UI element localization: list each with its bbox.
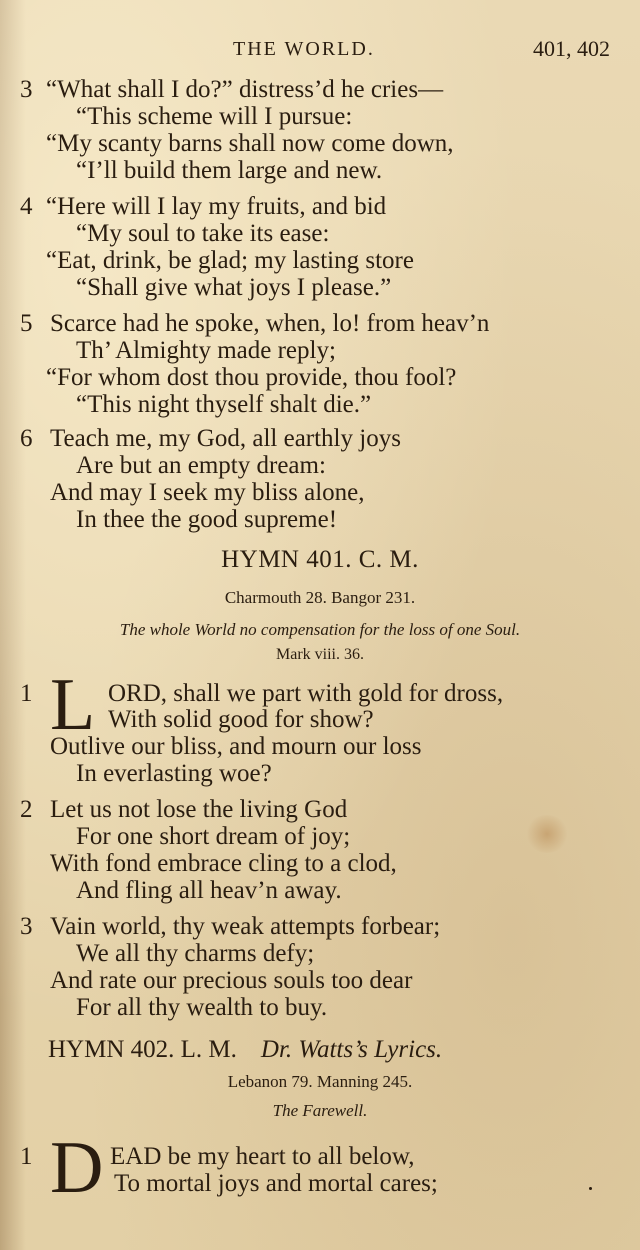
verse-line: “I’ll build them large and new. [76,157,383,184]
verse-line: “My scanty barns shall now come down, [46,130,454,157]
stanza-number: 3 [20,913,33,940]
verse-line: “Shall give what joys I please.” [76,274,392,301]
verse-line: ORD, shall we part with gold for dross, [108,680,504,707]
hymn-401-scripture-reference: Mark viii. 36. [276,646,364,663]
verse-line: “This night thyself shalt die.” [76,391,372,418]
verse-line: And rate our precious souls too dear [50,967,413,994]
verse-line: Th’ Almighty made reply; [76,337,336,364]
verse-line: Scarce had he spoke, when, lo! from heav’n [50,310,490,337]
verse-line: Outlive our bliss, and mourn our loss [50,733,422,760]
verse-line: And may I seek my bliss alone, [50,479,365,506]
verse-line: “This scheme will I pursue: [76,103,353,130]
hymn-401-title: HYMN 401. C. M. [221,546,419,573]
paper-stain [525,815,569,853]
stanza-number: 5 [20,310,33,337]
verse-line: EAD be my heart to all below, [110,1143,415,1170]
hymn-402-subject: The Farewell. [272,1101,368,1120]
drop-capital: D [50,1127,104,1209]
hymn-401-tunes: Charmouth 28. Bangor 231. [224,588,416,607]
stanza-number: 4 [20,193,33,220]
verse-line: With solid good for show? [108,706,374,733]
verse-line: “My soul to take its ease: [76,220,330,247]
verse-line: For all thy wealth to buy. [76,994,328,1021]
stanza-number: 1 [20,680,33,707]
verse-line: In thee the good supreme! [76,506,338,533]
verse-line: Are but an empty dream: [76,452,326,479]
stanza-number: 1 [20,1143,33,1170]
verse-line: Let us not lose the living God [50,796,348,823]
verse-line: “Eat, drink, be glad; my lasting store [46,247,414,274]
verse-line: “For whom dost thou provide, thou fool? [46,364,457,391]
verse-line: In everlasting woe? [76,760,272,787]
verse-line: To mortal joys and mortal cares; [114,1170,438,1197]
page-numbers: 401, 402 [533,36,610,61]
hymn-402-tunes: Lebanon 79. Manning 245. [227,1072,413,1091]
verse-line: “Here will I lay my fruits, and bid [46,193,387,220]
verse-line: And fling all heav’n away. [76,877,342,904]
verse-line: With fond embrace cling to a clod, [50,850,397,877]
verse-line: Teach me, my God, all earthly joys [50,425,401,452]
hymn-402-author: Dr. Watts’s Lyrics. [260,1036,443,1063]
stanza-number: 6 [20,425,33,452]
drop-capital: L [50,664,96,746]
hymn-402-heading [48,1036,442,1064]
running-header-title: THE WORLD. [233,38,375,60]
stanza-number: 2 [20,796,33,823]
verse-line: Vain world, thy weak attempts forbear; [50,913,441,940]
ink-speck [589,1187,592,1190]
verse-line: We all thy charms defy; [76,940,315,967]
verse-line: “What shall I do?” distress’d he cries— [46,76,444,103]
stanza-number: 3 [20,76,33,103]
hymn-402-title: HYMN 402. L. M. [48,1036,237,1063]
hymn-401-subject: The whole World no compensation for the loss of one Soul. [119,620,521,639]
verse-line: For one short dream of joy; [76,823,351,850]
